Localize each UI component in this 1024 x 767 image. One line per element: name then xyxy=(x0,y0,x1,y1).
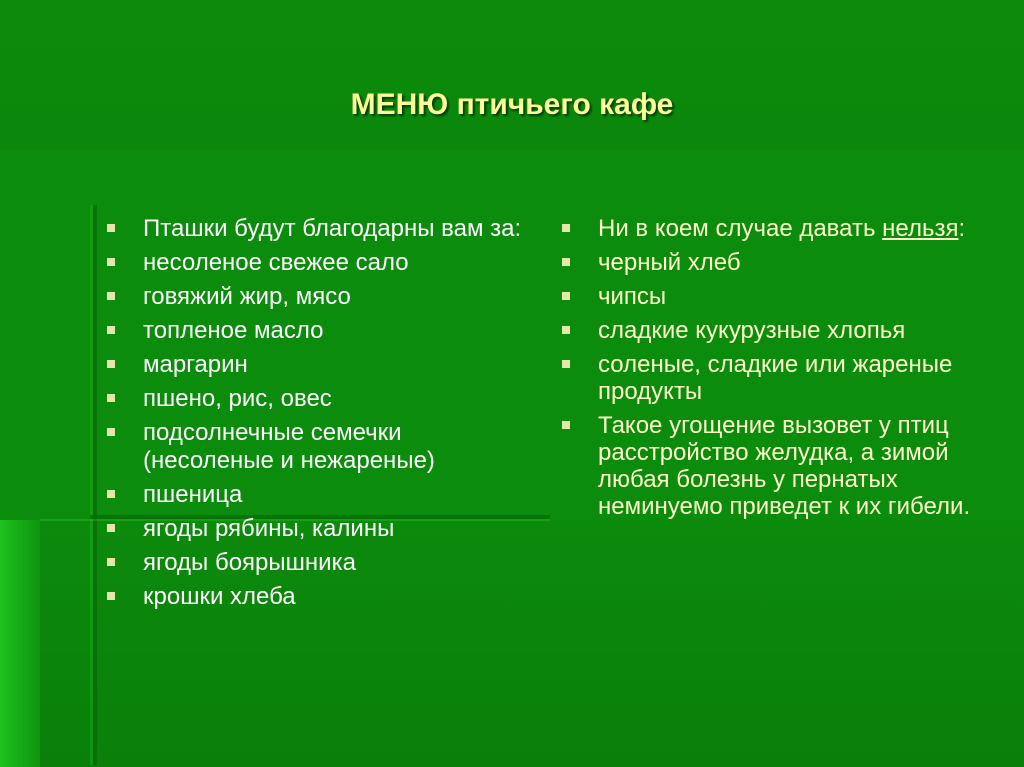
list-item xyxy=(105,583,535,611)
list-item-text: топленое масло xyxy=(143,317,324,344)
list-item-text: подсолнечные семечки (несоленые и нежареные) xyxy=(143,419,435,474)
bullet-icon xyxy=(107,326,115,334)
divider-vertical xyxy=(93,205,97,765)
list-item xyxy=(560,215,980,242)
left-bullet-list xyxy=(105,215,535,617)
list-item xyxy=(105,549,535,577)
list-item-text: Такое угощение вызовет у птиц расстройство желудка, а зимой любая болезнь у пернатых неминуемо приведет к их гибели. xyxy=(598,412,971,520)
list-item xyxy=(560,351,980,405)
list-item-text: несоленое свежее сало xyxy=(143,249,409,276)
list-item-text: чипсы xyxy=(598,283,667,310)
list-item xyxy=(105,351,535,379)
list-item xyxy=(105,249,535,277)
bullet-icon xyxy=(562,292,570,300)
list-item-text: черный хлеб xyxy=(598,249,741,276)
bullet-icon xyxy=(562,258,570,266)
list-item xyxy=(105,317,535,345)
bullet-icon xyxy=(107,558,115,566)
list-item-text: ягоды боярышника xyxy=(143,549,356,576)
bullet-icon xyxy=(107,292,115,300)
bullet-icon xyxy=(107,524,115,532)
list-item xyxy=(560,412,980,520)
list-item-text: пшено, рис, овес xyxy=(143,385,332,412)
list-item-text: говяжий жир, мясо xyxy=(143,283,351,310)
slide-title: МЕНЮ птичьего кафе xyxy=(350,88,674,121)
list-item-text: сладкие кукурузные хлопья xyxy=(598,317,906,344)
list-item-text: пшеница xyxy=(143,481,243,508)
list-item xyxy=(105,385,535,413)
bullet-icon xyxy=(107,360,115,368)
list-item-text: маргарин xyxy=(143,351,248,378)
bullet-icon xyxy=(562,326,570,334)
list-item xyxy=(105,515,535,543)
bullet-icon xyxy=(107,394,115,402)
list-item xyxy=(105,215,535,243)
bullet-icon xyxy=(107,592,115,600)
bullet-icon xyxy=(107,490,115,498)
bullet-icon xyxy=(562,360,570,368)
bullet-icon xyxy=(107,428,115,436)
list-item xyxy=(105,283,535,311)
list-item-text: Пташки будут благодарны вам за: xyxy=(143,215,522,242)
bullet-icon xyxy=(562,224,570,232)
bullet-icon xyxy=(107,258,115,266)
bullet-icon xyxy=(107,224,115,232)
bullet-icon xyxy=(562,421,570,429)
list-item xyxy=(560,283,980,310)
list-item-text: соленые, сладкие или жареные продукты xyxy=(598,351,953,405)
list-item-text: крошки хлеба xyxy=(143,583,296,610)
list-item-text-suffix: : xyxy=(958,215,966,242)
right-bullet-list xyxy=(560,215,980,527)
list-item-text-underlined: нельзя xyxy=(882,215,959,242)
list-item xyxy=(560,317,980,344)
list-item xyxy=(560,249,980,276)
list-item-text: ягоды рябины, калины xyxy=(143,515,395,542)
list-item-text-prefix: Ни в коем случае давать xyxy=(598,215,876,242)
background-left-strip xyxy=(0,520,40,767)
list-item xyxy=(105,419,535,475)
list-item xyxy=(105,481,535,509)
